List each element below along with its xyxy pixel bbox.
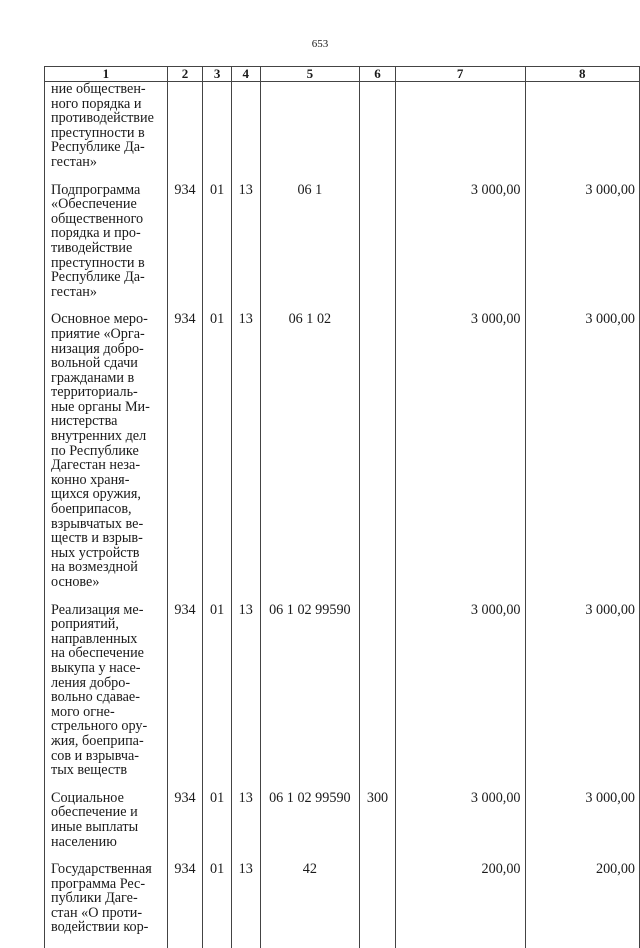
subsection-code-cell: 13 xyxy=(231,791,260,862)
col-header-1: 1 xyxy=(45,67,168,82)
row-name-line: порядка и про- xyxy=(51,225,141,242)
row-name-line: нистерства xyxy=(51,413,118,430)
table-row xyxy=(45,312,640,602)
subsection-code-cell xyxy=(231,82,260,183)
row-name-line: преступности в xyxy=(51,254,145,271)
row-name-line: гестан» xyxy=(51,283,97,300)
col-header-7: 7 xyxy=(395,67,525,82)
row-name-line: роприятий, xyxy=(51,616,119,633)
amount-cell: 3 000,00 xyxy=(525,183,639,313)
table-row xyxy=(45,603,640,791)
row-name-line: Дагестан неза- xyxy=(51,457,141,474)
row-name-cell xyxy=(45,603,168,791)
row-name-line: тых веществ xyxy=(51,762,128,779)
row-name-line: общественного xyxy=(51,210,144,227)
expense-type-cell xyxy=(360,82,396,183)
section-code-cell: 01 xyxy=(203,603,232,791)
amount-cell xyxy=(525,82,639,183)
row-name-line: щихся оружия, xyxy=(51,486,141,503)
row-name-line: направленных xyxy=(51,630,138,647)
amount-cell: 200,00 xyxy=(395,862,525,948)
row-name-line: основе» xyxy=(51,574,100,590)
row-name-line: иные выплаты xyxy=(51,818,139,835)
row-name-line: вольной сдачи xyxy=(51,355,138,372)
amount-cell: 3 000,00 xyxy=(395,183,525,313)
amount-cell: 3 000,00 xyxy=(395,791,525,862)
table-row xyxy=(45,183,640,313)
section-code-cell: 01 xyxy=(203,791,232,862)
col-header-3: 3 xyxy=(203,67,232,82)
row-name-line: Государственная xyxy=(51,861,152,878)
section-code-cell: 01 xyxy=(203,183,232,313)
row-name-line: стан «О проти- xyxy=(51,904,143,921)
row-name-line: программа Рес- xyxy=(51,875,146,892)
amount-cell: 3 000,00 xyxy=(525,312,639,602)
col-header-4: 4 xyxy=(231,67,260,82)
subsection-code-cell: 13 xyxy=(231,312,260,602)
table-row xyxy=(45,82,640,183)
row-name-line: преступности в xyxy=(51,124,145,141)
expense-type-cell xyxy=(360,603,396,791)
section-code-cell: 01 xyxy=(203,862,232,948)
subsection-code-cell: 13 xyxy=(231,862,260,948)
row-name-cell xyxy=(45,82,168,183)
row-name-line: выкупа у насе- xyxy=(51,659,141,676)
row-name-line: внутренних дел xyxy=(51,428,147,445)
row-name-line: Реализация ме- xyxy=(51,601,144,618)
row-name-line: Социальное xyxy=(51,789,124,806)
section-code-cell xyxy=(203,82,232,183)
row-name-line: стрельного ору- xyxy=(51,718,148,735)
row-name-line: вольно сдавае- xyxy=(51,689,140,706)
expense-type-cell xyxy=(360,312,396,602)
row-name-line: противодействие xyxy=(51,110,154,127)
row-name-line: ных устройств xyxy=(51,544,140,561)
ministry-code-cell: 934 xyxy=(167,862,203,948)
subsection-code-cell: 13 xyxy=(231,603,260,791)
row-name-line: водействии кор- xyxy=(51,919,149,936)
row-name-line: ления добро- xyxy=(51,674,131,691)
row-name-cell xyxy=(45,791,168,862)
target-article-cell xyxy=(260,82,360,183)
target-article-cell: 06 1 02 99590 xyxy=(260,791,360,862)
row-name-line: населению xyxy=(51,833,117,850)
row-name-line: по Республике xyxy=(51,442,139,459)
col-header-8: 8 xyxy=(525,67,639,82)
page-number: 653 xyxy=(311,38,329,50)
row-name-line: конно храня- xyxy=(51,471,130,488)
ministry-code-cell: 934 xyxy=(167,183,203,313)
row-name-line: взрывчатых ве- xyxy=(51,515,144,532)
col-header-2: 2 xyxy=(167,67,203,82)
col-header-5: 5 xyxy=(260,67,360,82)
expense-type-cell: 300 xyxy=(360,791,396,862)
row-name-line: на обеспечение xyxy=(51,645,144,662)
row-name-cell xyxy=(45,862,168,948)
target-article-cell: 42 xyxy=(260,862,360,948)
expense-type-cell xyxy=(360,183,396,313)
row-name-line: ние обществен- xyxy=(51,81,146,97)
budget-table xyxy=(44,66,640,948)
table-row xyxy=(45,791,640,862)
ministry-code-cell: 934 xyxy=(167,603,203,791)
row-name-line: ществ и взрыв- xyxy=(51,530,143,547)
target-article-cell: 06 1 02 xyxy=(260,312,360,602)
row-name-cell xyxy=(45,312,168,602)
row-name-line: боеприпасов, xyxy=(51,501,132,518)
row-name-line: обеспечение и xyxy=(51,804,138,821)
target-article-cell: 06 1 xyxy=(260,183,360,313)
row-name-line: Республике Да- xyxy=(51,139,145,156)
amount-cell xyxy=(395,82,525,183)
ministry-code-cell xyxy=(167,82,203,183)
row-name-line: ного порядка и xyxy=(51,95,142,112)
row-name-line: территориаль- xyxy=(51,384,138,401)
row-name-line: на возмездной xyxy=(51,559,138,576)
amount-cell: 3 000,00 xyxy=(395,603,525,791)
row-name-line: «Обеспечение xyxy=(51,196,137,213)
row-name-line: сов и взрывча- xyxy=(51,747,140,764)
amount-cell: 3 000,00 xyxy=(525,791,639,862)
ministry-code-cell: 934 xyxy=(167,312,203,602)
row-name-line: приятие «Орга- xyxy=(51,325,145,342)
expense-type-cell xyxy=(360,862,396,948)
row-name-line: мого огне- xyxy=(51,703,115,720)
row-name-line: жия, боеприпа- xyxy=(51,732,144,749)
row-name-line: Республике Да- xyxy=(51,269,145,286)
row-name-cell xyxy=(45,183,168,313)
amount-cell: 200,00 xyxy=(525,862,639,948)
header-row xyxy=(45,67,640,82)
table-row xyxy=(45,862,640,948)
amount-cell: 3 000,00 xyxy=(525,603,639,791)
row-name-line: Основное меро- xyxy=(51,311,148,328)
row-name-line: гражданами в xyxy=(51,369,135,386)
amount-cell: 3 000,00 xyxy=(395,312,525,602)
subsection-code-cell: 13 xyxy=(231,183,260,313)
row-name-line: ные органы Ми- xyxy=(51,398,150,415)
row-name-line: публики Даге- xyxy=(51,890,138,907)
row-name-line: Подпрограмма xyxy=(51,181,141,198)
row-name-line: низация добро- xyxy=(51,340,144,357)
col-header-6: 6 xyxy=(360,67,396,82)
target-article-cell: 06 1 02 99590 xyxy=(260,603,360,791)
row-name-line: тиводействие xyxy=(51,239,133,256)
row-name-line: гестан» xyxy=(51,153,97,170)
section-code-cell: 01 xyxy=(203,312,232,602)
ministry-code-cell: 934 xyxy=(167,791,203,862)
